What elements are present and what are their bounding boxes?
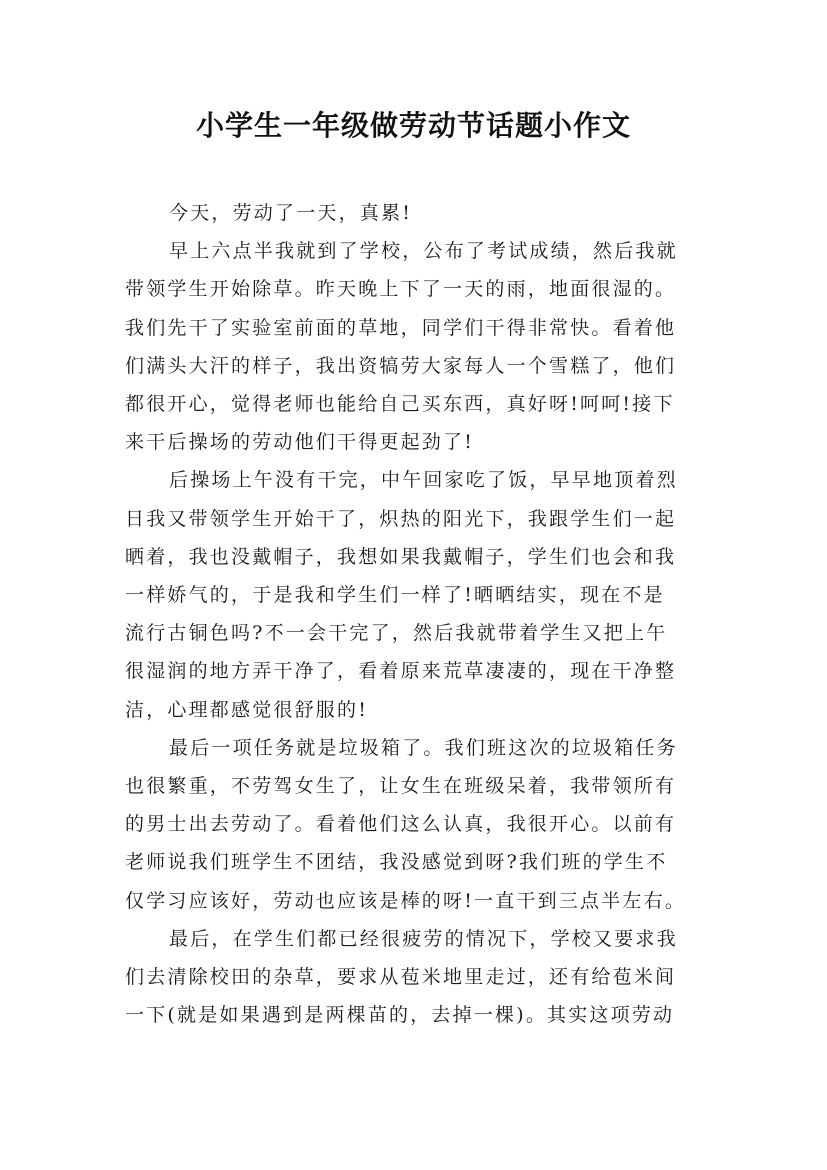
paragraph-line: 带领学生开始除草。昨天晚上下了一天的雨，地面很湿的。 bbox=[125, 278, 677, 301]
paragraph-line: 也很繁重，不劳驾女生了，让女生在班级呆着，我带领所有 bbox=[125, 775, 677, 798]
paragraph-line: 最后一项任务就是垃圾箱了。我们班这次的垃圾箱任务 bbox=[169, 736, 678, 759]
paragraph-line: 们去清除校田的杂草，要求从苞米地里走过，还有给苞米间 bbox=[125, 966, 677, 989]
document-title: 小学生一年级做劳动节话题小作文 bbox=[195, 109, 631, 142]
paragraph-4 bbox=[125, 729, 715, 920]
paragraph-line: 一下(就是如果遇到是两棵苗的，去掉一棵)。其实这项劳动 bbox=[125, 1004, 675, 1027]
document-body bbox=[125, 194, 715, 1034]
paragraph-line: 都很开心，觉得老师也能给自己买东西，真好呀!呵呵!接下 bbox=[125, 393, 675, 416]
paragraph-line: 晒着，我也没戴帽子，我想如果我戴帽子，学生们也会和我 bbox=[125, 545, 677, 568]
paragraph-line: 们满头大汗的样子，我出资犒劳大家每人一个雪糕了，他们 bbox=[125, 354, 677, 377]
paragraph-line: 一样娇气的，于是我和学生们一样了!晒晒结实，现在不是 bbox=[125, 584, 665, 607]
paragraph-line: 很湿润的地方弄干净了，看着原来荒草凄凄的，现在干净整 bbox=[125, 660, 677, 683]
paragraph-line: 今天，劳动了一天，真累! bbox=[169, 202, 413, 224]
paragraph-line: 洁，心理都感觉很舒服的! bbox=[125, 698, 369, 721]
paragraph-line: 后操场上午没有干完，中午回家吃了饭，早早地顶着烈 bbox=[169, 469, 678, 492]
paragraph-line: 的男士出去劳动了。看着他们这么认真，我很开心。以前有 bbox=[125, 813, 677, 836]
paragraph-1 bbox=[125, 194, 715, 232]
paragraph-line: 来干后操场的劳动他们干得更起劲了! bbox=[125, 431, 475, 454]
paragraph-line: 日我又带领学生开始干了，炽热的阳光下，我跟学生们一起 bbox=[125, 507, 677, 530]
paragraph-3 bbox=[125, 461, 715, 728]
paragraph-line: 流行古铜色吗?不一会干完了，然后我就带着学生又把上午 bbox=[125, 622, 668, 645]
paragraph-line: 最后，在学生们都已经很疲劳的情况下，学校又要求我 bbox=[169, 927, 678, 950]
paragraph-line: 我们先干了实验室前面的草地，同学们干得非常快。看着他 bbox=[125, 316, 677, 339]
paragraph-2 bbox=[125, 232, 715, 461]
paragraph-line: 老师说我们班学生不团结，我没感觉到呀?我们班的学生不 bbox=[125, 851, 668, 874]
paragraph-line: 早上六点半我就到了学校，公布了考试成绩，然后我就 bbox=[169, 240, 678, 263]
paragraph-5 bbox=[125, 920, 715, 1035]
paragraph-line: 仅学习应该好，劳动也应该是棒的呀!一直干到三点半左右。 bbox=[125, 889, 687, 912]
